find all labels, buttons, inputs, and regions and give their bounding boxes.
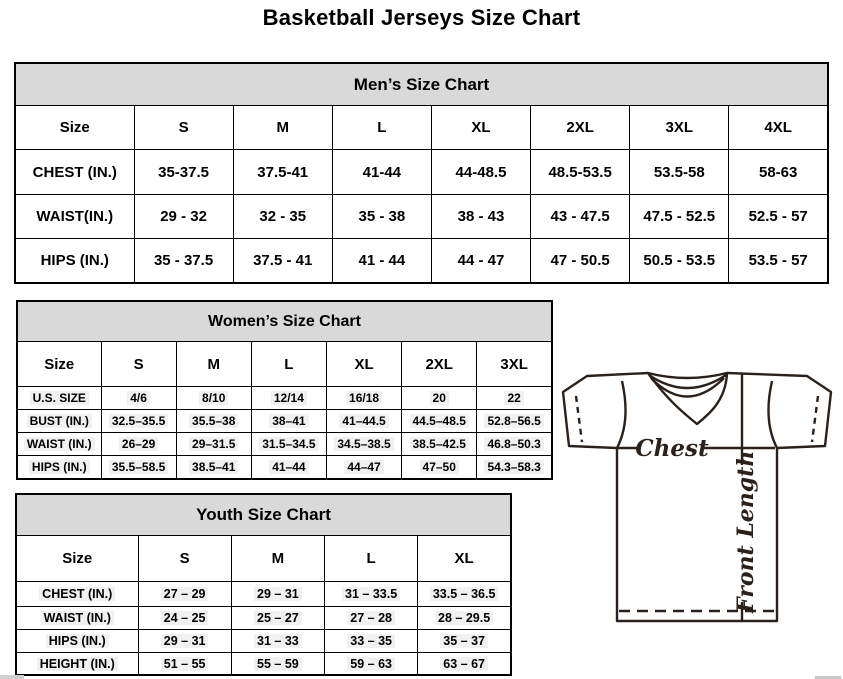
cell: 35 – 37	[418, 630, 511, 653]
column-header: 3XL	[630, 106, 729, 150]
column-header: S	[138, 536, 231, 582]
cell: 38.5–41	[176, 456, 251, 480]
cell: 41-44	[332, 150, 431, 195]
cell: 29 - 32	[134, 195, 233, 239]
row-label: WAIST (IN.)	[17, 433, 101, 456]
cell: 44-48.5	[431, 150, 530, 195]
column-header: 3XL	[477, 342, 552, 387]
cell: 31 – 33.5	[325, 582, 418, 607]
cell: 27 – 28	[325, 607, 418, 630]
table-row	[16, 536, 511, 582]
page-title: Basketball Jerseys Size Chart	[262, 5, 581, 30]
cell: 38 - 43	[431, 195, 530, 239]
table-row	[17, 410, 552, 433]
cell: 53.5-58	[630, 150, 729, 195]
cell: 51 – 55	[138, 653, 231, 676]
table-row	[15, 195, 828, 239]
cell: 54.3–58.3	[477, 456, 552, 480]
table-row	[16, 607, 511, 630]
column-header: 2XL	[531, 106, 630, 150]
column-header: Size	[17, 342, 101, 387]
cell: 37.5 - 41	[233, 239, 332, 284]
cell: 31 – 33	[231, 630, 324, 653]
cell: 41–44	[251, 456, 326, 480]
table-row	[16, 582, 511, 607]
table-row	[15, 150, 828, 195]
cell: 12/14	[251, 387, 326, 410]
column-header: M	[233, 106, 332, 150]
column-header: XL	[418, 536, 511, 582]
column-header: S	[101, 342, 176, 387]
row-label: CHEST (IN.)	[15, 150, 134, 195]
jersey-measurement-diagram	[556, 361, 838, 642]
table-row	[17, 387, 552, 410]
cell: 41 - 44	[332, 239, 431, 284]
table-row	[16, 494, 511, 536]
table-row	[17, 456, 552, 480]
table-row	[15, 239, 828, 284]
cell: 35 - 37.5	[134, 239, 233, 284]
column-header: L	[251, 342, 326, 387]
cell: 35-37.5	[134, 150, 233, 195]
cell: 34.5–38.5	[326, 433, 401, 456]
cell: 37.5-41	[233, 150, 332, 195]
column-header: 2XL	[402, 342, 477, 387]
column-header: Size	[15, 106, 134, 150]
cell: 28 – 29.5	[418, 607, 511, 630]
column-header: 4XL	[729, 106, 828, 150]
column-header: L	[332, 106, 431, 150]
cell: 20	[402, 387, 477, 410]
row-label: WAIST (IN.)	[16, 607, 138, 630]
mens-size-chart-table	[14, 62, 829, 284]
row-label: CHEST (IN.)	[16, 582, 138, 607]
cell: 53.5 - 57	[729, 239, 828, 284]
column-header: XL	[431, 106, 530, 150]
row-label: WAIST(IN.)	[15, 195, 134, 239]
cell: 44.5–48.5	[402, 410, 477, 433]
front-length-label: Front Length	[733, 450, 759, 613]
cell: 63 – 67	[418, 653, 511, 676]
cell: 25 – 27	[231, 607, 324, 630]
cell: 48.5-53.5	[531, 150, 630, 195]
cell: 58-63	[729, 150, 828, 195]
row-label: U.S. SIZE	[17, 387, 101, 410]
cell: 52.8–56.5	[477, 410, 552, 433]
cell: 47–50	[402, 456, 477, 480]
cell: 44–47	[326, 456, 401, 480]
cell: 35.5–58.5	[101, 456, 176, 480]
cell: 33.5 – 36.5	[418, 582, 511, 607]
cell: 43 - 47.5	[531, 195, 630, 239]
cell: 41–44.5	[326, 410, 401, 433]
row-label: HEIGHT (IN.)	[16, 653, 138, 676]
column-header: M	[176, 342, 251, 387]
table-row	[15, 63, 828, 106]
womens-table-caption: Women’s Size Chart	[17, 301, 552, 342]
cell: 38–41	[251, 410, 326, 433]
column-header: L	[325, 536, 418, 582]
table-row	[17, 342, 552, 387]
youth-size-chart-table	[15, 493, 512, 676]
cell: 31.5–34.5	[251, 433, 326, 456]
cell: 46.8–50.3	[477, 433, 552, 456]
cell: 35 - 38	[332, 195, 431, 239]
table-row	[17, 301, 552, 342]
cell: 29 – 31	[231, 582, 324, 607]
cell: 24 – 25	[138, 607, 231, 630]
cell: 29 – 31	[138, 630, 231, 653]
youth-table-caption: Youth Size Chart	[16, 494, 511, 536]
table-row	[16, 653, 511, 676]
cell: 22	[477, 387, 552, 410]
table-row	[16, 630, 511, 653]
womens-size-chart-table	[16, 300, 553, 480]
cell: 50.5 - 53.5	[630, 239, 729, 284]
cell: 35.5–38	[176, 410, 251, 433]
cell: 29–31.5	[176, 433, 251, 456]
cell: 38.5–42.5	[402, 433, 477, 456]
cell: 47 - 50.5	[531, 239, 630, 284]
table-row	[15, 106, 828, 150]
cell: 26–29	[101, 433, 176, 456]
cell: 27 – 29	[138, 582, 231, 607]
cell: 44 - 47	[431, 239, 530, 284]
cell: 4/6	[101, 387, 176, 410]
row-label: HIPS (IN.)	[17, 456, 101, 480]
column-header: Size	[16, 536, 138, 582]
scrollbar-fragment-left[interactable]	[0, 675, 24, 679]
column-header: XL	[326, 342, 401, 387]
cell: 8/10	[176, 387, 251, 410]
row-label: HIPS (IN.)	[16, 630, 138, 653]
cell: 32.5–35.5	[101, 410, 176, 433]
jersey-outline	[563, 373, 831, 621]
table-row	[17, 433, 552, 456]
row-label: BUST (IN.)	[17, 410, 101, 433]
column-header: M	[231, 536, 324, 582]
mens-table-caption: Men’s Size Chart	[15, 63, 828, 106]
cell: 32 - 35	[233, 195, 332, 239]
row-label: HIPS (IN.)	[15, 239, 134, 284]
cell: 16/18	[326, 387, 401, 410]
cell: 55 – 59	[231, 653, 324, 676]
column-header: S	[134, 106, 233, 150]
cell: 33 – 35	[325, 630, 418, 653]
cell: 52.5 - 57	[729, 195, 828, 239]
chest-label: Chest	[635, 435, 709, 462]
cell: 59 – 63	[325, 653, 418, 676]
cell: 47.5 - 52.5	[630, 195, 729, 239]
